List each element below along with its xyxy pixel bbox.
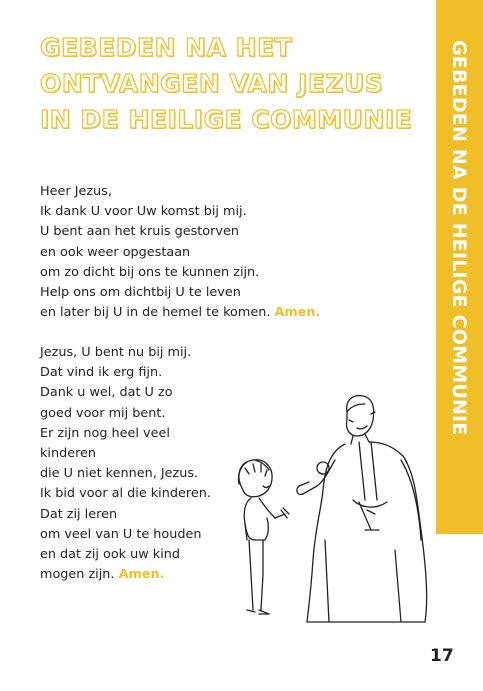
prayer-line: Ik bid voor al die kinderen. — [40, 486, 211, 502]
prayer-line: en dat zij ook uw kind — [40, 547, 180, 563]
prayer-line: die U niet kennen, Jezus. — [40, 466, 199, 482]
prayer-line: Help ons om dichtbij U te leven — [40, 285, 241, 301]
prayer-line: U bent aan het kruis gestorven — [40, 224, 239, 240]
prayer-line: kinderen — [40, 446, 97, 462]
page-number: 17 — [430, 646, 454, 666]
prayer-line: goed voor mij bent. — [40, 405, 166, 421]
prayer-line-last — [40, 303, 340, 323]
prayer-line: Dat vind ik erg fijn. — [40, 365, 163, 381]
prayer-line: Jezus, U bent nu bij mij. — [40, 345, 192, 360]
prayer-line-text: mogen zijn. — [40, 567, 115, 583]
title-line-2: ONTVANGEN VAN JEZUS — [40, 69, 384, 98]
prayer-line: Heer Jezus, — [40, 184, 112, 199]
amen-label: Amen. — [118, 567, 165, 583]
side-label: GEBEDEN NA DE HEILIGE COMMUNIE — [448, 40, 470, 436]
prayer-line: Dank u wel, dat U zo — [40, 385, 173, 401]
prayer-1 — [40, 182, 340, 323]
priest-figure — [297, 396, 427, 622]
prayer-line: en ook weer opgestaan — [40, 244, 191, 260]
title-line-3: IN DE HEILIGE COMMUNIE — [40, 105, 413, 134]
prayer-line: om veel van U te houden — [40, 526, 202, 542]
page-title — [40, 30, 413, 138]
prayer-line: Dat zij leren — [40, 506, 118, 522]
prayer-line: Er zijn nog heel veel — [40, 425, 170, 441]
prayer-line: om zo dicht bij ons te kunnen zijn. — [40, 264, 260, 280]
prayer-line-text: en later bij U in de hemel te komen. — [40, 305, 271, 321]
amen-label: Amen. — [274, 305, 321, 321]
communion-illustration — [225, 390, 445, 630]
prayer-line: Ik dank U voor Uw komst bij mij. — [40, 204, 247, 220]
child-figure — [238, 460, 289, 614]
title-line-1: GEBEDEN NA HET — [40, 33, 293, 62]
